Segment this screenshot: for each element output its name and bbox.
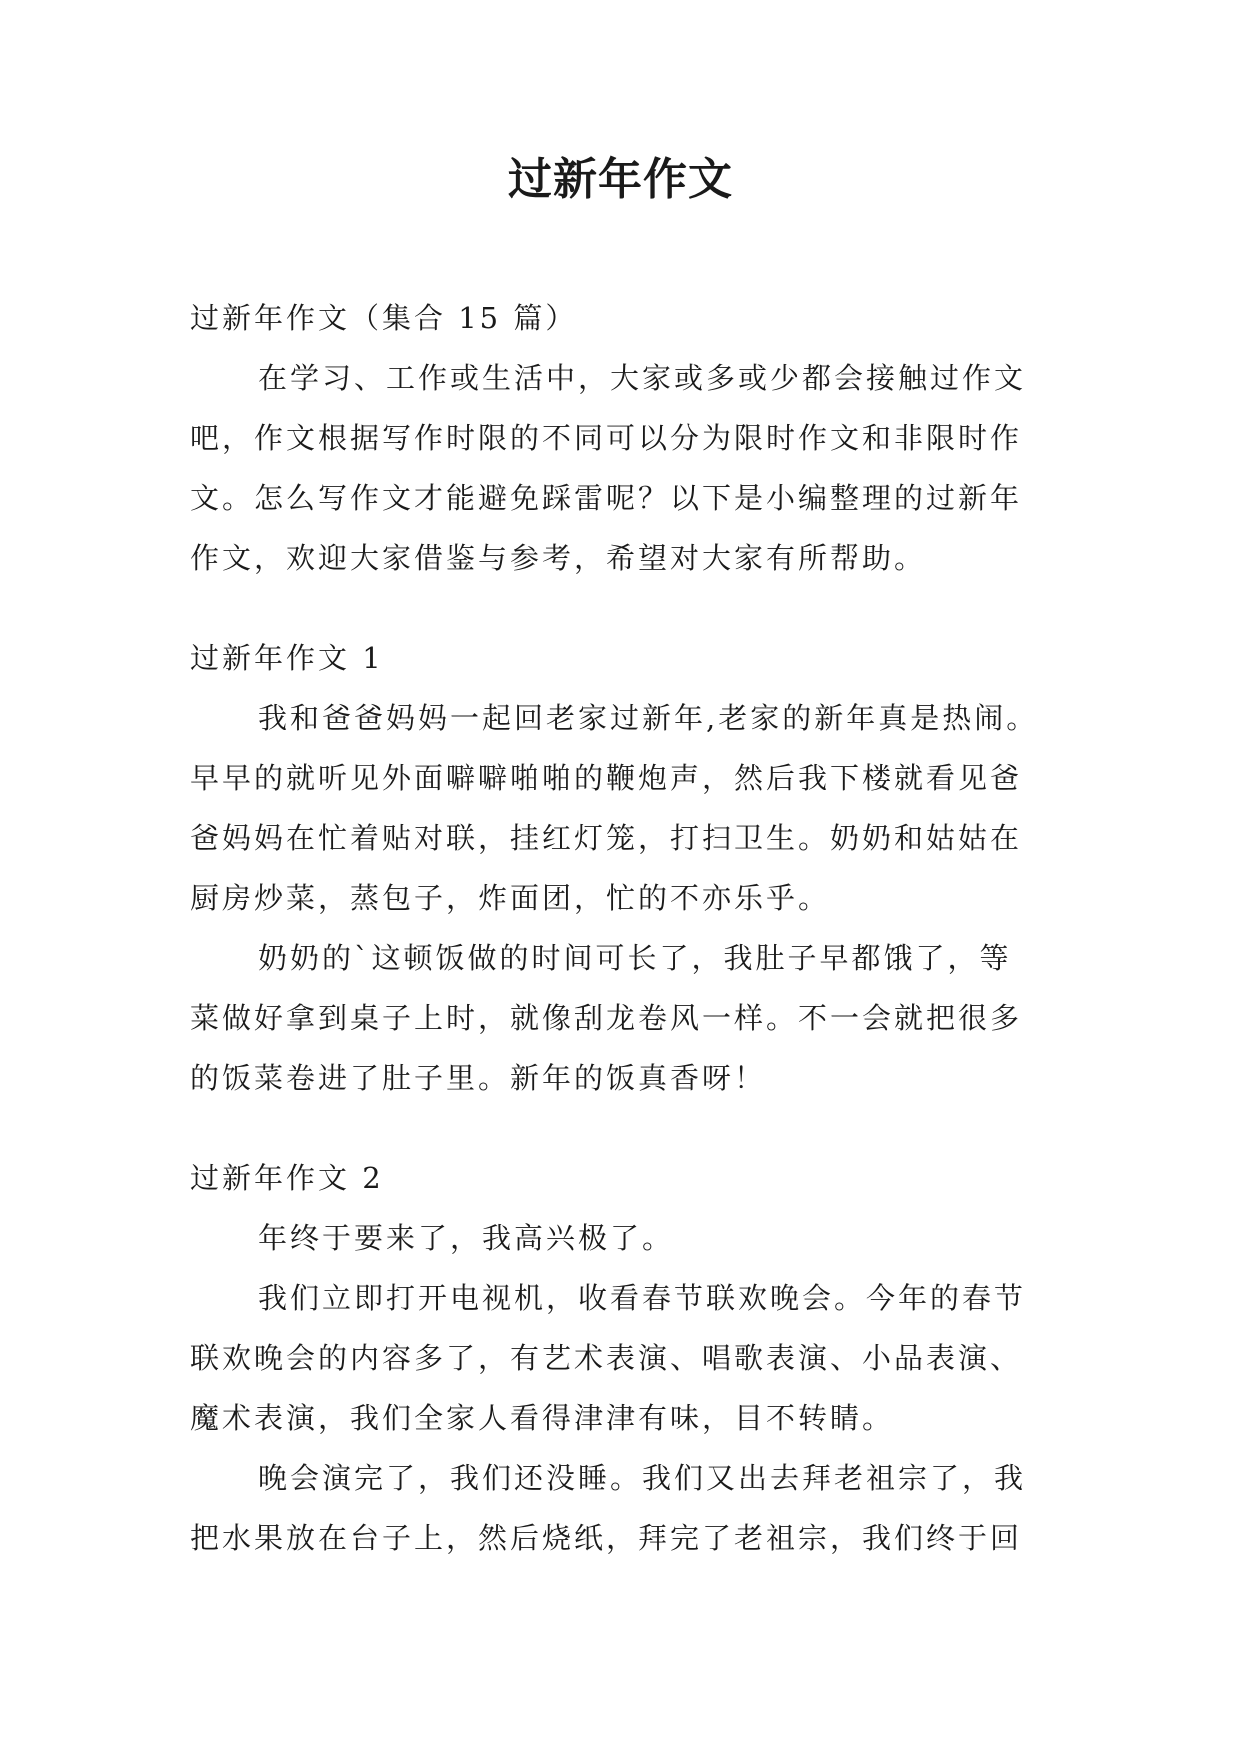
essay-1-line: 厨房炒菜，蒸包子，炸面团，忙的不亦乐乎。 — [190, 881, 831, 915]
essay-2-line: 联欢晚会的内容多了，有艺术表演、唱歌表演、小品表演、 — [190, 1341, 1023, 1375]
essay-1-line: 爸妈妈在忙着贴对联，挂红灯笼，打扫卫生。奶奶和姑姑在 — [190, 821, 1023, 855]
essay-1-line: 的饭菜卷进了肚子里。新年的饭真香呀！ — [190, 1061, 767, 1095]
intro-line: 文。怎么写作文才能避免踩雷呢？以下是小编整理的过新年 — [190, 481, 1023, 515]
essay-1-heading: 过新年作文 1 — [190, 641, 384, 675]
essay-1-line: 菜做好拿到桌子上时，就像刮龙卷风一样。不一会就把很多 — [190, 1001, 1023, 1035]
document-body — [190, 288, 1060, 1568]
intro-line: 作文，欢迎大家借鉴与参考，希望对大家有所帮助。 — [190, 541, 927, 575]
intro-line: 在学习、工作或生活中，大家或多或少都会接触过作文 — [258, 361, 1027, 395]
intro-line: 吧，作文根据写作时限的不同可以分为限时作文和非限时作 — [190, 421, 1023, 455]
essay-2-line: 魔术表演，我们全家人看得津津有味，目不转睛。 — [190, 1401, 895, 1435]
section-spacer — [190, 1108, 1060, 1148]
section-spacer — [190, 588, 1060, 628]
essay-2-line: 我们立即打开电视机，收看春节联欢晚会。今年的春节 — [258, 1281, 1027, 1315]
essay-1-line: 早早的就听见外面噼噼啪啪的鞭炮声，然后我下楼就看见爸 — [190, 761, 1023, 795]
essay-2-heading: 过新年作文 2 — [190, 1161, 384, 1195]
document-title: 过新年作文 — [508, 154, 733, 205]
essay-2-line: 把水果放在台子上，然后烧纸，拜完了老祖宗，我们终于回 — [190, 1521, 1023, 1555]
essay-2-line: 晚会演完了，我们还没睡。我们又出去拜老祖宗了，我 — [258, 1461, 1027, 1495]
essay-1-line: 我和爸爸妈妈一起回老家过新年,老家的新年真是热闹。 — [258, 701, 1039, 735]
essay-2-line: 年终于要来了，我高兴极了。 — [258, 1221, 675, 1255]
essay-1-line: 奶奶的`这顿饭做的时间可长了，我肚子早都饿了，等 — [258, 941, 1012, 975]
intro-subtitle: 过新年作文（集合 15 篇） — [190, 301, 578, 335]
